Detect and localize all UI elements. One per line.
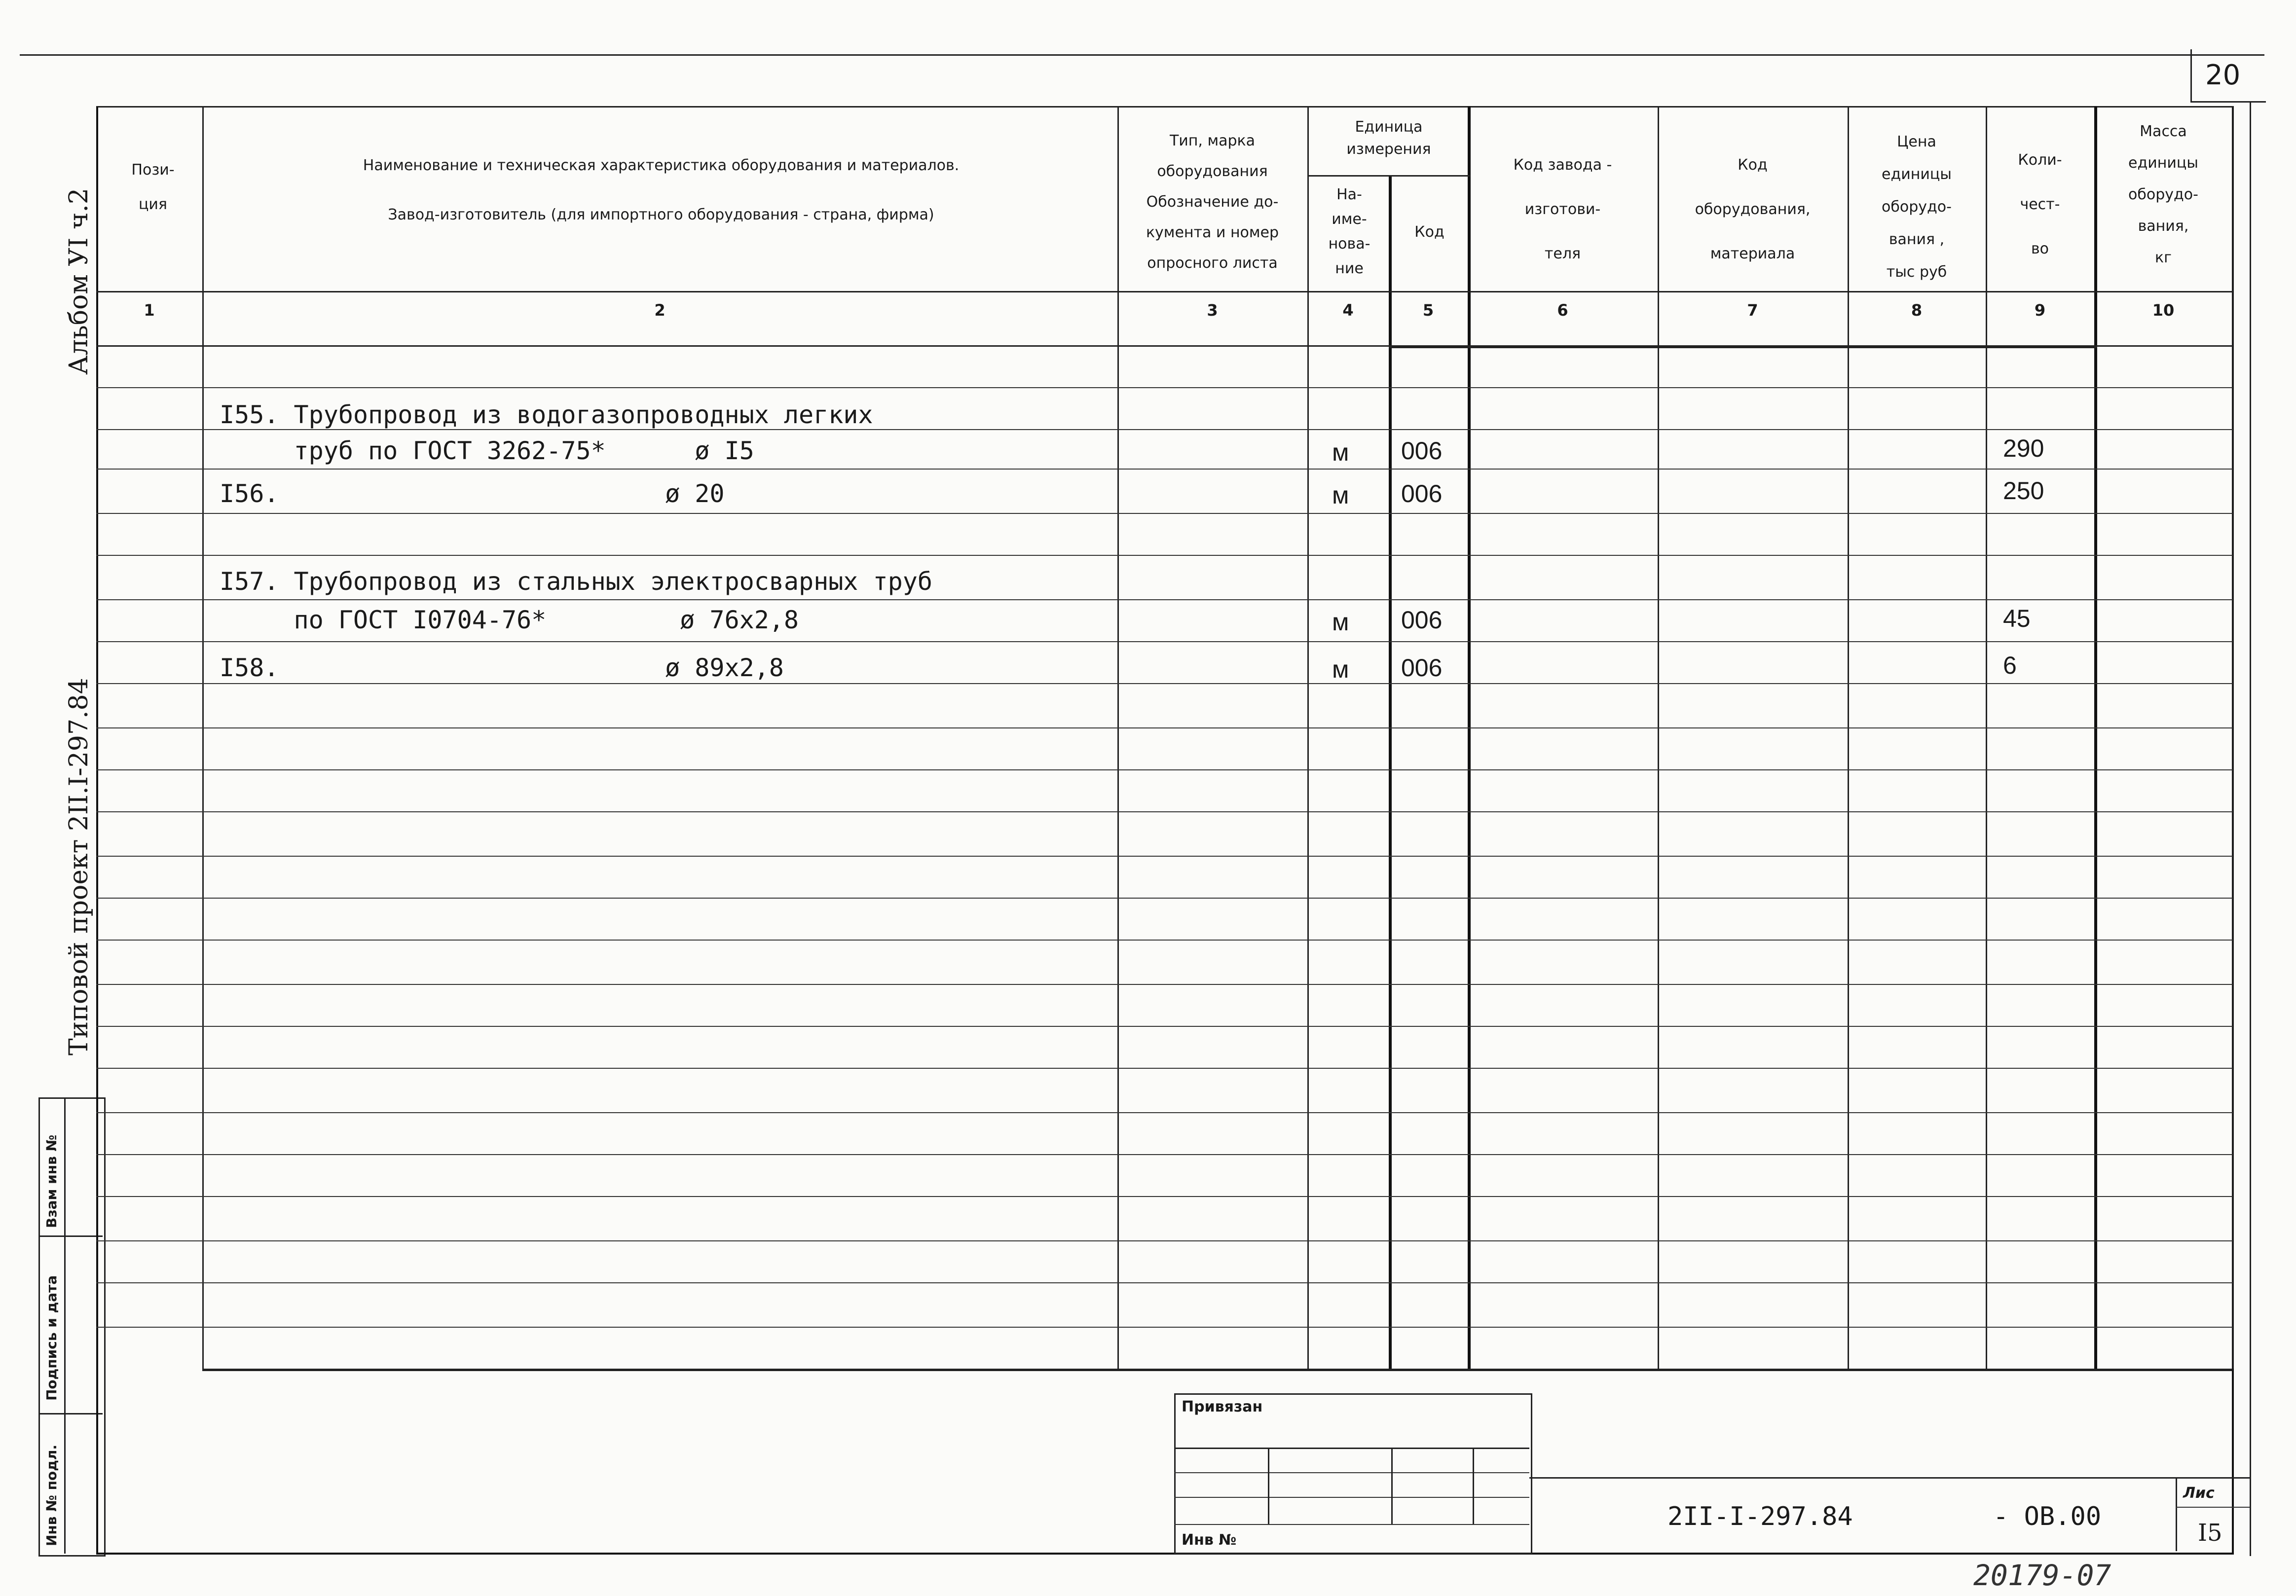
privyazan-box: [1174, 1393, 1532, 1554]
privyazan-label: Привязан: [1182, 1398, 1263, 1415]
col-line-4: [1389, 175, 1392, 1369]
privyazan-line-4: [1174, 1524, 1529, 1525]
column-number-9: 9: [2034, 301, 2046, 320]
row-name: I58. ø 89х2,8: [220, 653, 784, 682]
doc-suffix: - ОВ.00: [1993, 1502, 2102, 1531]
left-stamp-divider-2: [38, 1413, 103, 1415]
header-position: Пози- ция: [131, 161, 175, 213]
row-qty: 250: [2003, 477, 2044, 505]
row-qty: 45: [2003, 605, 2031, 632]
row-unit: м: [1332, 438, 1349, 466]
column-number-1: 1: [144, 301, 155, 320]
header-material-code: Код оборудования, материала: [1695, 156, 1811, 262]
side-label-vzam: Взам инв №: [43, 1134, 60, 1228]
list-box-left: [2176, 1477, 2177, 1551]
row-line: [96, 1154, 2232, 1155]
header-bottom: [96, 291, 2232, 292]
row-line: [96, 856, 2232, 857]
column-number-6: 6: [1557, 301, 1568, 320]
row-line: [96, 387, 2232, 388]
row-line: [96, 1068, 2232, 1069]
privyazan-col-2: [1391, 1448, 1393, 1524]
header-type: Тип, марка оборудования Обозначение до- кумента и номер опросного листа: [1146, 132, 1279, 272]
row-line: [96, 940, 2232, 941]
doc-code: 2II-I-297.84: [1667, 1502, 1853, 1531]
row-line: [96, 1196, 2232, 1197]
row-line: [96, 1327, 2232, 1328]
header-name-line2: Завод-изготовитель (для импортного оборудования - страна, фирма): [388, 206, 934, 223]
left-stamp-col: [64, 1097, 66, 1554]
column-number-8: 8: [1911, 301, 1923, 320]
row-code: 006: [1401, 437, 1443, 465]
row-unit: м: [1332, 481, 1349, 509]
col-line-6: [1658, 106, 1659, 1369]
column-number-4: 4: [1342, 301, 1354, 320]
row-line: [96, 769, 2232, 770]
list-label: Лис: [2183, 1485, 2215, 1502]
privyazan-line-2: [1174, 1472, 1529, 1473]
header-price: Цена единицы оборудо- вания , тыс руб: [1882, 133, 1952, 281]
row-name: I56. ø 20: [220, 479, 725, 508]
inv-no-label: Инв №: [1182, 1531, 1237, 1549]
col-line-3: [1307, 106, 1309, 1369]
header-name-line1: Наименование и техническая характеристика оборудования и материалов.: [363, 157, 960, 174]
row-name: I57. Трубопровод из стальных электросварных труб: [220, 567, 932, 596]
row-line: [96, 599, 2232, 600]
row-unit: м: [1332, 655, 1349, 683]
doc-code-box: [1529, 1477, 2250, 1553]
row-line: [96, 811, 2232, 812]
row-name: по ГОСТ I0704-76* ø 76х2,8: [220, 606, 799, 634]
side-label-project: Типовой проект 2II.I-297.84: [64, 678, 94, 1055]
thick-body-top: [1389, 345, 2097, 348]
col-line-8: [1986, 106, 1987, 1369]
row-unit: м: [1332, 608, 1349, 636]
list-value: I5: [2198, 1519, 2222, 1547]
side-label-podpis: Подпись и дата: [43, 1275, 60, 1401]
row-qty: 290: [2003, 435, 2044, 462]
row-line: [96, 469, 2232, 470]
sheet-number: 20: [2205, 59, 2241, 91]
header-unit-name: На- име- нова- ние: [1328, 186, 1370, 277]
col-line-1: [202, 106, 204, 1369]
header-quantity: Коли- чест- во: [2018, 151, 2062, 257]
col-line-5: [1468, 106, 1471, 1369]
row-line: [96, 683, 2232, 684]
row-line: [96, 1112, 2232, 1113]
row-line: [96, 984, 2232, 985]
table-body-bottom: [202, 1369, 2232, 1371]
unit-group-divider: [1307, 175, 1470, 177]
list-box-divider: [2176, 1507, 2250, 1508]
row-line: [96, 727, 2232, 728]
col-line-10: [2232, 106, 2234, 1369]
row-line: [96, 641, 2232, 642]
column-number-7: 7: [1747, 301, 1758, 320]
underline: [220, 429, 841, 430]
row-line: [96, 898, 2232, 899]
row-name: I55. Трубопровод из водогазопроводных легких: [220, 400, 873, 429]
row-name: труб по ГОСТ 3262-75* ø I5: [220, 436, 754, 465]
top-border: [20, 54, 2264, 56]
column-number-3: 3: [1207, 301, 1218, 320]
column-number-5: 5: [1422, 301, 1434, 320]
col-line-2: [1117, 106, 1119, 1369]
side-label-album: Альбом УI ч.2: [64, 188, 94, 375]
right-outer-line: [2250, 101, 2251, 1556]
row-qty: 6: [2003, 652, 2017, 679]
left-stamp-divider-1: [38, 1235, 103, 1237]
row-code: 006: [1401, 654, 1443, 682]
privyazan-line-1: [1174, 1448, 1529, 1449]
header-unit: Единица измерения: [1346, 118, 1431, 158]
header-factory-code: Код завода - изготови- теля: [1513, 156, 1612, 262]
header-unit-code: Код: [1414, 223, 1444, 241]
side-label-inv-podl: Инв № подл.: [43, 1444, 60, 1546]
privyazan-col-3: [1473, 1448, 1474, 1524]
column-number-10: 10: [2152, 301, 2175, 320]
row-line: [96, 1240, 2232, 1241]
handwritten-number: 20179-07: [1973, 1559, 2111, 1592]
row-line: [96, 555, 2232, 556]
header-mass: Масса единицы оборудо- вания, кг: [2128, 123, 2198, 266]
row-code: 006: [1401, 606, 1443, 634]
col-line-9: [2094, 106, 2097, 1369]
row-line: [96, 1026, 2232, 1027]
row-line: [96, 1282, 2232, 1283]
table-frame: [96, 106, 2234, 1555]
privyazan-col-1: [1268, 1448, 1269, 1524]
row-code: 006: [1401, 480, 1443, 508]
col-line-7: [1848, 106, 1849, 1369]
column-number-2: 2: [654, 301, 666, 320]
privyazan-line-3: [1174, 1497, 1529, 1498]
row-line: [96, 513, 2232, 514]
